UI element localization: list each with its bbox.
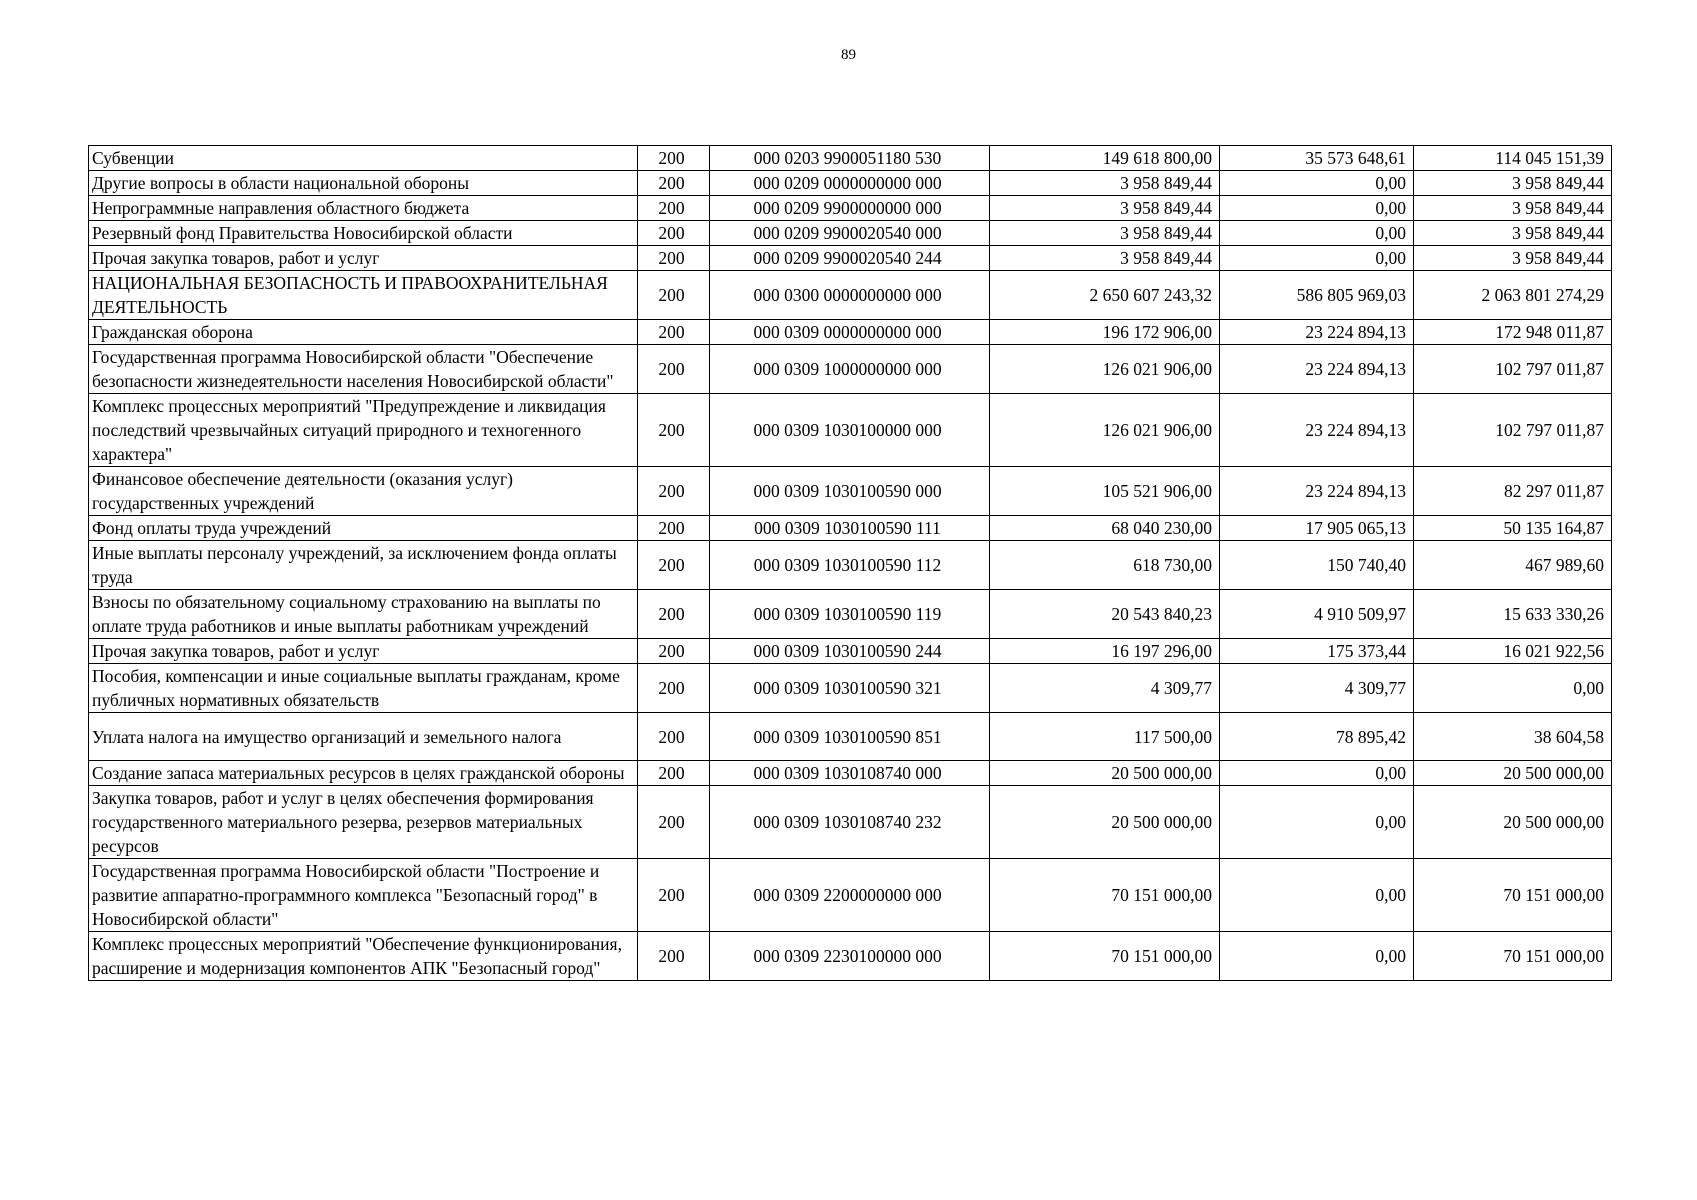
row-approved: 20 543 840,23 xyxy=(990,590,1220,639)
table-row xyxy=(89,516,1612,541)
row-code: 200 xyxy=(638,171,710,196)
row-executed: 17 905 065,13 xyxy=(1220,516,1414,541)
row-unexecuted: 70 151 000,00 xyxy=(1414,859,1612,932)
row-approved: 20 500 000,00 xyxy=(990,761,1220,786)
row-name: Пособия, компенсации и иные социальные выплаты гражданам, кроме публичных нормативных обязательств xyxy=(89,664,638,713)
row-classification: 000 0309 1000000000 000 xyxy=(710,345,990,394)
row-executed: 0,00 xyxy=(1220,932,1414,981)
row-code: 200 xyxy=(638,221,710,246)
table-row xyxy=(89,196,1612,221)
row-executed: 175 373,44 xyxy=(1220,639,1414,664)
table-row xyxy=(89,590,1612,639)
row-unexecuted: 3 958 849,44 xyxy=(1414,246,1612,271)
table-row xyxy=(89,171,1612,196)
row-classification: 000 0309 1030108740 232 xyxy=(710,786,990,859)
row-code: 200 xyxy=(638,271,710,320)
row-approved: 3 958 849,44 xyxy=(990,246,1220,271)
row-name: Комплекс процессных мероприятий "Предупреждение и ликвидация последствий чрезвычайных ситуаций природного и техногенного характера" xyxy=(89,394,638,467)
row-name: Государственная программа Новосибирской области "Обеспечение безопасности жизнедеятельности населения Новосибирской области" xyxy=(89,345,638,394)
row-code: 200 xyxy=(638,541,710,590)
row-unexecuted: 172 948 011,87 xyxy=(1414,320,1612,345)
row-unexecuted: 0,00 xyxy=(1414,664,1612,713)
row-unexecuted: 50 135 164,87 xyxy=(1414,516,1612,541)
table-row xyxy=(89,271,1612,320)
row-unexecuted: 102 797 011,87 xyxy=(1414,345,1612,394)
row-approved: 618 730,00 xyxy=(990,541,1220,590)
row-unexecuted: 70 151 000,00 xyxy=(1414,932,1612,981)
row-executed: 4 309,77 xyxy=(1220,664,1414,713)
row-classification: 000 0309 1030108740 000 xyxy=(710,761,990,786)
row-approved: 20 500 000,00 xyxy=(990,786,1220,859)
row-classification: 000 0309 1030100590 119 xyxy=(710,590,990,639)
row-classification: 000 0209 9900020540 244 xyxy=(710,246,990,271)
row-name: Иные выплаты персоналу учреждений, за исключением фонда оплаты труда xyxy=(89,541,638,590)
row-approved: 16 197 296,00 xyxy=(990,639,1220,664)
row-unexecuted: 38 604,58 xyxy=(1414,713,1612,761)
row-executed: 0,00 xyxy=(1220,196,1414,221)
row-executed: 586 805 969,03 xyxy=(1220,271,1414,320)
row-code: 200 xyxy=(638,932,710,981)
row-classification: 000 0309 2230100000 000 xyxy=(710,932,990,981)
row-unexecuted: 102 797 011,87 xyxy=(1414,394,1612,467)
row-executed: 4 910 509,97 xyxy=(1220,590,1414,639)
table-row xyxy=(89,639,1612,664)
row-executed: 23 224 894,13 xyxy=(1220,394,1414,467)
row-unexecuted: 16 021 922,56 xyxy=(1414,639,1612,664)
row-unexecuted: 114 045 151,39 xyxy=(1414,146,1612,171)
table-row xyxy=(89,394,1612,467)
row-code: 200 xyxy=(638,394,710,467)
row-unexecuted: 20 500 000,00 xyxy=(1414,761,1612,786)
row-executed: 78 895,42 xyxy=(1220,713,1414,761)
row-code: 200 xyxy=(638,146,710,171)
row-name: Взносы по обязательному социальному страхованию на выплаты по оплате труда работников и иные выплаты работникам учреждений xyxy=(89,590,638,639)
row-unexecuted: 3 958 849,44 xyxy=(1414,221,1612,246)
table-row xyxy=(89,541,1612,590)
budget-execution-table xyxy=(88,145,1612,981)
row-executed: 23 224 894,13 xyxy=(1220,345,1414,394)
table-row xyxy=(89,761,1612,786)
row-executed: 0,00 xyxy=(1220,221,1414,246)
table-row xyxy=(89,859,1612,932)
row-classification: 000 0309 1030100590 851 xyxy=(710,713,990,761)
row-name: Прочая закупка товаров, работ и услуг xyxy=(89,246,638,271)
row-unexecuted: 2 063 801 274,29 xyxy=(1414,271,1612,320)
row-executed: 0,00 xyxy=(1220,171,1414,196)
row-name: Прочая закупка товаров, работ и услуг xyxy=(89,639,638,664)
row-approved: 105 521 906,00 xyxy=(990,467,1220,516)
page-number: 89 xyxy=(841,47,856,63)
table-row xyxy=(89,932,1612,981)
row-name: Государственная программа Новосибирской области "Построение и развитие аппаратно-программного комплекса "Безопасный город" в Новосибирской области" xyxy=(89,859,638,932)
row-code: 200 xyxy=(638,639,710,664)
row-executed: 0,00 xyxy=(1220,761,1414,786)
row-executed: 0,00 xyxy=(1220,859,1414,932)
row-executed: 0,00 xyxy=(1220,786,1414,859)
row-unexecuted: 3 958 849,44 xyxy=(1414,196,1612,221)
row-unexecuted: 82 297 011,87 xyxy=(1414,467,1612,516)
row-name: Фонд оплаты труда учреждений xyxy=(89,516,638,541)
row-name: Финансовое обеспечение деятельности (оказания услуг) государственных учреждений xyxy=(89,467,638,516)
row-classification: 000 0309 1030100590 244 xyxy=(710,639,990,664)
row-approved: 4 309,77 xyxy=(990,664,1220,713)
row-approved: 70 151 000,00 xyxy=(990,932,1220,981)
row-unexecuted: 467 989,60 xyxy=(1414,541,1612,590)
row-code: 200 xyxy=(638,859,710,932)
row-approved: 70 151 000,00 xyxy=(990,859,1220,932)
row-approved: 117 500,00 xyxy=(990,713,1220,761)
table-row xyxy=(89,345,1612,394)
row-executed: 35 573 648,61 xyxy=(1220,146,1414,171)
row-name: Уплата налога на имущество организаций и земельного налога xyxy=(89,713,638,761)
row-executed: 0,00 xyxy=(1220,246,1414,271)
row-approved: 68 040 230,00 xyxy=(990,516,1220,541)
row-code: 200 xyxy=(638,590,710,639)
row-name: Непрограммные направления областного бюджета xyxy=(89,196,638,221)
row-classification: 000 0203 9900051180 530 xyxy=(710,146,990,171)
row-classification: 000 0309 0000000000 000 xyxy=(710,320,990,345)
row-name: НАЦИОНАЛЬНАЯ БЕЗОПАСНОСТЬ И ПРАВООХРАНИТЕЛЬНАЯ ДЕЯТЕЛЬНОСТЬ xyxy=(89,271,638,320)
row-name: Субвенции xyxy=(89,146,638,171)
row-executed: 23 224 894,13 xyxy=(1220,467,1414,516)
row-approved: 126 021 906,00 xyxy=(990,345,1220,394)
row-code: 200 xyxy=(638,761,710,786)
row-classification: 000 0309 1030100590 112 xyxy=(710,541,990,590)
row-classification: 000 0309 1030100590 111 xyxy=(710,516,990,541)
table-row xyxy=(89,467,1612,516)
row-name: Резервный фонд Правительства Новосибирской области xyxy=(89,221,638,246)
row-name: Создание запаса материальных ресурсов в целях гражданской обороны xyxy=(89,761,638,786)
row-code: 200 xyxy=(638,786,710,859)
row-unexecuted: 20 500 000,00 xyxy=(1414,786,1612,859)
row-code: 200 xyxy=(638,196,710,221)
row-unexecuted: 3 958 849,44 xyxy=(1414,171,1612,196)
row-name: Другие вопросы в области национальной обороны xyxy=(89,171,638,196)
row-approved: 3 958 849,44 xyxy=(990,196,1220,221)
row-approved: 149 618 800,00 xyxy=(990,146,1220,171)
row-code: 200 xyxy=(638,246,710,271)
row-approved: 3 958 849,44 xyxy=(990,221,1220,246)
table-row xyxy=(89,146,1612,171)
table-row xyxy=(89,664,1612,713)
row-approved: 196 172 906,00 xyxy=(990,320,1220,345)
row-approved: 3 958 849,44 xyxy=(990,171,1220,196)
row-classification: 000 0309 1030100590 321 xyxy=(710,664,990,713)
table-row xyxy=(89,713,1612,761)
row-classification: 000 0309 2200000000 000 xyxy=(710,859,990,932)
row-classification: 000 0309 1030100590 000 xyxy=(710,467,990,516)
row-executed: 23 224 894,13 xyxy=(1220,320,1414,345)
table-row xyxy=(89,221,1612,246)
row-approved: 126 021 906,00 xyxy=(990,394,1220,467)
row-code: 200 xyxy=(638,345,710,394)
table-row xyxy=(89,320,1612,345)
row-name: Гражданская оборона xyxy=(89,320,638,345)
row-classification: 000 0300 0000000000 000 xyxy=(710,271,990,320)
row-code: 200 xyxy=(638,664,710,713)
row-code: 200 xyxy=(638,467,710,516)
row-name: Закупка товаров, работ и услуг в целях обеспечения формирования государственного материального резерва, резервов материальных ресурсов xyxy=(89,786,638,859)
table-row xyxy=(89,786,1612,859)
row-classification: 000 0209 0000000000 000 xyxy=(710,171,990,196)
table-row xyxy=(89,246,1612,271)
row-unexecuted: 15 633 330,26 xyxy=(1414,590,1612,639)
row-approved: 2 650 607 243,32 xyxy=(990,271,1220,320)
row-classification: 000 0309 1030100000 000 xyxy=(710,394,990,467)
row-name: Комплекс процессных мероприятий "Обеспечение функционирования, расширение и модернизация компонентов АПК "Безопасный город" xyxy=(89,932,638,981)
row-executed: 150 740,40 xyxy=(1220,541,1414,590)
row-classification: 000 0209 9900020540 000 xyxy=(710,221,990,246)
row-code: 200 xyxy=(638,320,710,345)
row-code: 200 xyxy=(638,516,710,541)
row-code: 200 xyxy=(638,713,710,761)
row-classification: 000 0209 9900000000 000 xyxy=(710,196,990,221)
